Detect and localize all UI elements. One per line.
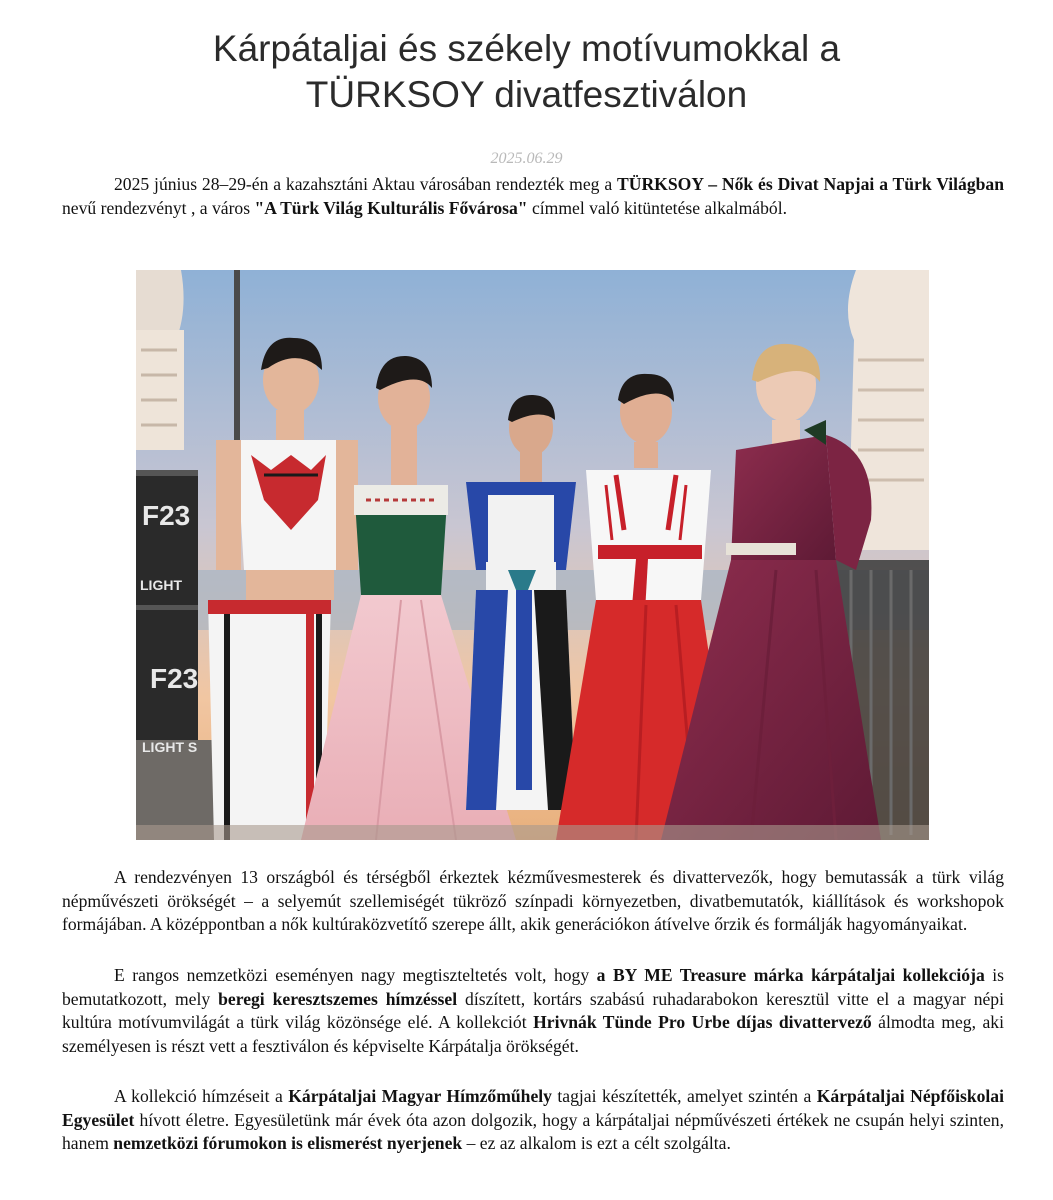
text-segment: A rendezvényen 13 országból és térségből érkeztek kézművesmesterek és divattervezők, hogy bemutassák a türk világ népművészeti örökségét – a selyemút szellemiségét tükröző színpadi környezetben, divatbemutatók, kiállítások és workshopok formájában. A középpontban a nők kultúraközvetítő szerepe állt, akik generációkon átívelve őrzik és formálják hagyományaikat. xyxy=(62,867,1004,934)
text-segment: E rangos nemzetközi eseményen nagy megtiszteltetés volt, hogy xyxy=(114,965,597,985)
bold-text-segment: a BY ME Treasure márka kárpátaljai kollekciója xyxy=(596,965,985,985)
paragraph-4 xyxy=(62,1085,1004,1156)
bold-text-segment: nemzetközi fórumokon is elismerést nyerjenek xyxy=(113,1133,463,1153)
text-segment: – ez az alkalom is ezt a célt szolgálta. xyxy=(462,1133,731,1153)
bold-text-segment: "A Türk Világ Kulturális Fővárosa" xyxy=(254,197,528,218)
intro-paragraph xyxy=(62,173,1004,220)
title-line-2: TÜRKSOY divatfesztiválon xyxy=(305,74,748,115)
bold-text-segment: Kárpátaljai Magyar Hímzőműhely xyxy=(288,1086,552,1106)
text-segment: A kollekció hímzéseit a xyxy=(114,1086,289,1106)
paragraph-2 xyxy=(62,866,1004,937)
photo-illustration xyxy=(136,270,929,840)
text-segment: hívott életre. Egyesületünk már évek óta azon dolgozik, hogy a kárpátaljai népművészeti értékek ne csupán helyi szinten, hanem xyxy=(62,1109,1004,1153)
text-segment: nevű rendezvényt , a város xyxy=(62,197,255,218)
text-segment: címmel való kitüntetése alkalmából. xyxy=(527,197,787,218)
text-segment: álmodta meg, aki személyesen is részt vett a fesztiválon és képviselte Kárpátalja örökségét. xyxy=(62,1012,1004,1056)
fashion-show-photo xyxy=(136,270,929,840)
paragraph-3 xyxy=(62,964,1004,1058)
bold-text-segment: Hrivnák Tünde Pro Urbe díjas divattervező xyxy=(533,1012,872,1032)
case-label-4: LIGHT S xyxy=(142,739,198,755)
text-segment: is bemutatkozott, mely xyxy=(62,965,1004,1009)
case-label-1: F23 xyxy=(142,500,191,531)
case-label-3: F23 xyxy=(150,663,199,694)
bold-text-segment: Kárpátaljai Népfőiskolai Egyesület xyxy=(62,1086,1004,1130)
publish-date: 2025.06.29 xyxy=(490,150,563,167)
bold-text-segment: beregi keresztszemes hímzéssel xyxy=(218,988,458,1009)
bold-text-segment: TÜRKSOY – Nők és Divat Napjai a Türk Világban xyxy=(617,174,1004,194)
title-line-1: Kárpátaljai és székely motívumokkal a xyxy=(212,28,841,69)
text-segment: tagjai készítették, amelyet szintén a xyxy=(551,1086,817,1106)
text-segment: díszített, kortárs szabású ruhadarabokon keresztül vitte el a magyar népi kultúra motívumvilágát a türk világ közönsége elé. A kollekciót xyxy=(62,988,1004,1032)
text-segment: 2025 június 28–29-én a kazahsztáni Aktau városában rendezték meg a xyxy=(114,174,618,194)
case-label-2: LIGHT xyxy=(140,577,182,593)
page-title xyxy=(0,26,1053,118)
